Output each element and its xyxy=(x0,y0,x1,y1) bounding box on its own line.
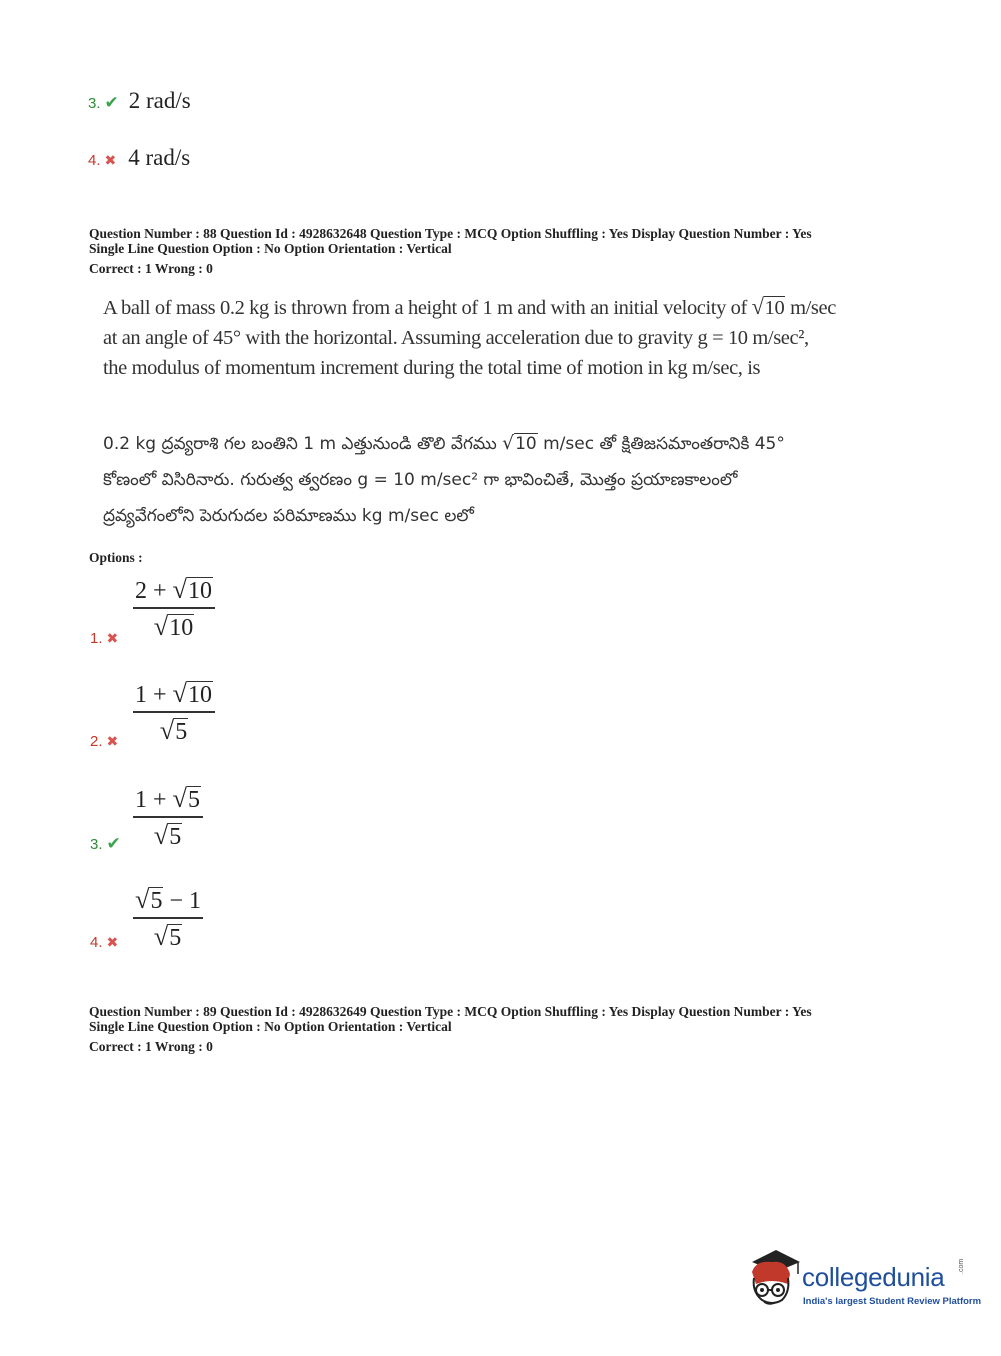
option-text: 4 rad/s xyxy=(128,145,191,170)
sqrt-symbol: √10 xyxy=(502,433,537,454)
q88-te-line2: కోణంలో విసిరినారు. గురుత్వ త్వరణం g = 10 m/sec² గా భావించితే, మొత్తం ప్రయాణకాలంలో xyxy=(103,470,738,490)
q88-en-line2: at an angle of 45° with the horizontal. Assuming acceleration due to gravity g = 10 m/sec², xyxy=(103,327,809,349)
option-3-marker: 3. ✔ xyxy=(90,834,121,854)
mascot-icon xyxy=(742,1248,804,1314)
q89-meta-line3: Correct : 1 Wrong : 0 xyxy=(89,1039,213,1054)
q88-te-line1: 0.2 kg ద్రవ్యరాశి గల బంతిని 1 m ఎత్తునుండి తొలి వేగము √10 m/sec తో క్షితిజసమాంతరానికి 45° xyxy=(103,426,785,462)
check-icon: ✔ xyxy=(106,834,121,854)
option-number: 3. xyxy=(88,95,101,112)
logo-brand: collegedunia xyxy=(802,1262,945,1292)
q88-te-line3: ద్రవ్యవేగంలోని పెరుగుదల పరిమాణము kg m/sec లలో xyxy=(103,506,474,526)
option-number: 4. xyxy=(88,152,101,169)
sqrt-symbol: √10 xyxy=(751,294,785,319)
q88-english-text xyxy=(103,292,836,383)
check-icon: ✔ xyxy=(104,93,119,113)
q89-meta-line2: Single Line Question Option : No Option Orientation : Vertical xyxy=(89,1019,452,1034)
q88-meta-line3: Correct : 1 Wrong : 0 xyxy=(89,261,213,276)
q88-en-line3: the modulus of momentum increment during the total time of motion in kg m/sec, is xyxy=(103,357,761,379)
logo-suffix: .com xyxy=(958,1258,965,1274)
logo-tagline: India's largest Student Review Platform xyxy=(803,1296,982,1307)
cross-icon: ✖ xyxy=(106,631,119,647)
option-text: 2 rad/s xyxy=(128,88,191,113)
q88-meta xyxy=(89,226,812,276)
q89-meta xyxy=(89,1004,812,1054)
collegedunia-logo xyxy=(742,1248,982,1318)
q89-meta-line1: Question Number : 89 Question Id : 4928632649 Question Type : MCQ Option Shuffling : Yes Display Question Number : Yes xyxy=(89,1004,812,1019)
q88-en-line1: A ball of mass 0.2 kg is thrown from a height of 1 m and with an initial velocity of √10 m/sec xyxy=(103,292,836,323)
q88-telugu-text xyxy=(103,426,785,534)
cross-icon: ✖ xyxy=(106,734,119,750)
options-label: Options : xyxy=(89,550,143,565)
prev-option-3 xyxy=(88,88,191,114)
q88-meta-line1: Question Number : 88 Question Id : 4928632648 Question Type : MCQ Option Shuffling : Yes Display Question Number : Yes xyxy=(89,226,812,241)
option-2-marker: 2. ✖ xyxy=(90,733,119,750)
option-3-fraction: 1 + √5 √5 xyxy=(133,783,203,851)
option-4-fraction: √5 − 1 √5 xyxy=(135,884,202,951)
option-1-fraction: 2 + √10 √10 xyxy=(133,574,215,642)
cross-icon: ✖ xyxy=(104,153,117,169)
option-4-marker: 4. ✖ xyxy=(90,934,119,951)
option-2-fraction: 1 + √10 √5 xyxy=(133,678,215,746)
q88-meta-line2: Single Line Question Option : No Option Orientation : Vertical xyxy=(89,241,452,256)
prev-option-4 xyxy=(88,145,190,171)
option-1-marker: 1. ✖ xyxy=(90,630,119,647)
cross-icon: ✖ xyxy=(106,935,119,951)
